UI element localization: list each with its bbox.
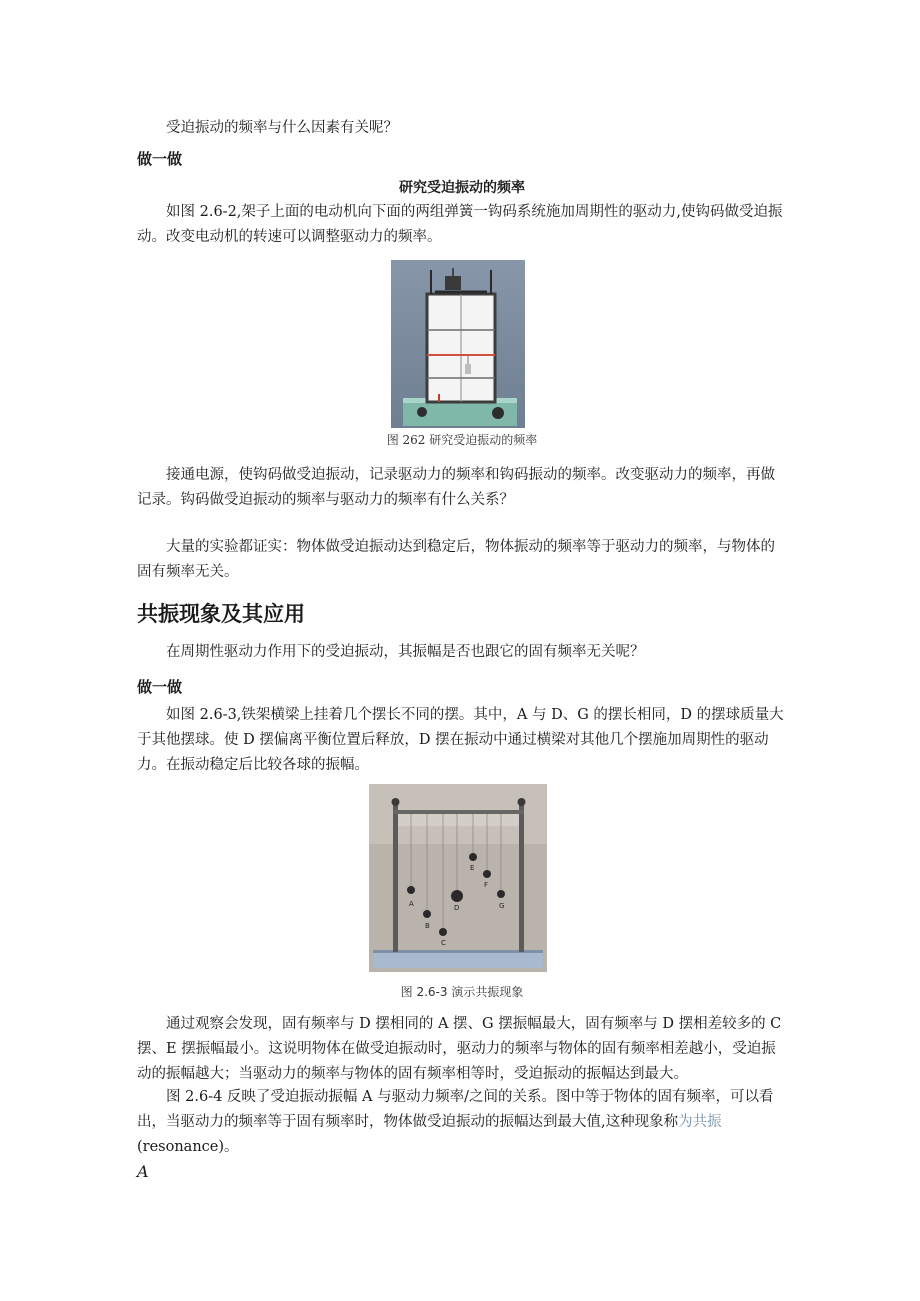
resonance-term-link[interactable]: 为共振 [678, 1114, 722, 1130]
footer-mark: A [137, 1162, 149, 1181]
figure1-caption: 图 262 研究受迫振动的频率 [386, 433, 538, 447]
figure1-motor [445, 276, 461, 290]
figure2-base [373, 952, 543, 968]
paragraph-record-frequencies: 接通电源，使钩码做受迫振动，记录驱动力的频率和钩码振动的频率。改变驱动力的频率，再做记录。钩码做受迫振动的频率与驱动力的频率有什么关系？ [137, 467, 775, 508]
figure-forced-vibration-apparatus [391, 260, 525, 428]
figure1-knob-left [417, 407, 427, 417]
section-heading-resonance: 共振现象及其应用 [137, 602, 305, 626]
pendulum-label-b: B [425, 922, 430, 930]
do-it-heading-2: 做一做 [137, 678, 183, 696]
figure2-beam [393, 810, 524, 814]
paragraph-observation-result: 通过观察会发现，固有频率与 D 摆相同的 A 摆、G 摆振幅最大，固有频率与 D 摆相差较多的 C 摆、E 摆振幅最小。这说明物体在做受迫振动时，驱动力的频率与物体的固有频率相差越小，受迫振动的振幅越大；当驱动力的频率与物体的固有频率相等时，受迫振动的振幅达到最大。 [137, 1016, 782, 1082]
paragraph-experiment-conclusion: 大量的实验都证实：物体做受迫振动达到稳定后，物体振动的频率等于驱动力的频率，与物体的固有频率无关。 [137, 539, 775, 580]
figure-resonance-pendulums [369, 784, 547, 972]
pendulum-label-f: F [484, 881, 489, 889]
paragraph-amplitude-question: 在周期性驱动力作用下的受迫振动，其振幅是否也跟它的固有频率无关呢？ [166, 644, 645, 660]
paragraph-forced-frequency-question: 受迫振动的频率与什么因素有关呢？ [166, 120, 398, 136]
figure2-caption: 图 2.6-3 演示共振现象 [400, 985, 524, 999]
resonance-definition-text: 图 2.6-4 反映了受迫振动振幅 A 与驱动力频率/之间的关系。图中等于物体的固有频率，可以看出，当驱动力的频率等于固有频率时，物体做受迫振动的振幅达到最大值,这种现象称 [137, 1089, 774, 1130]
pendulum-label-g: G [499, 902, 505, 910]
pendulum-label-d: D [454, 904, 460, 912]
pendulum-label-a: A [409, 900, 414, 908]
figure1-knob-right [492, 407, 504, 419]
figure2-left-post [393, 802, 398, 952]
experiment-title: 研究受迫振动的频率 [399, 180, 525, 196]
paragraph-motor-setup: 如图 2.6-2,架子上面的电动机向下面的两组弹簧一钩码系统施加周期性的驱动力,使钩码做受迫振动。改变电动机的转速可以调整驱动力的频率。 [137, 204, 783, 245]
pendulum-label-c: C [441, 939, 446, 947]
paragraph-pendulum-setup: 如图 2.6-3,铁架横梁上挂着几个摆长不同的摆。其中，A 与 D、G 的摆长相同，D 的摆球质量大于其他摆球。使 D 摆偏离平衡位置后释放，D 摆在振动中通过横梁对其他几个摆施加周期性的驱动力。在振动稳定后比较各球的振幅。 [137, 707, 784, 773]
paragraph-resonance-definition [137, 1085, 787, 1160]
figure2-right-post [519, 802, 524, 952]
resonance-english-term: (resonance)。 [137, 1139, 239, 1155]
do-it-heading-1: 做一做 [137, 150, 183, 168]
pendulum-label-e: E [470, 864, 475, 872]
